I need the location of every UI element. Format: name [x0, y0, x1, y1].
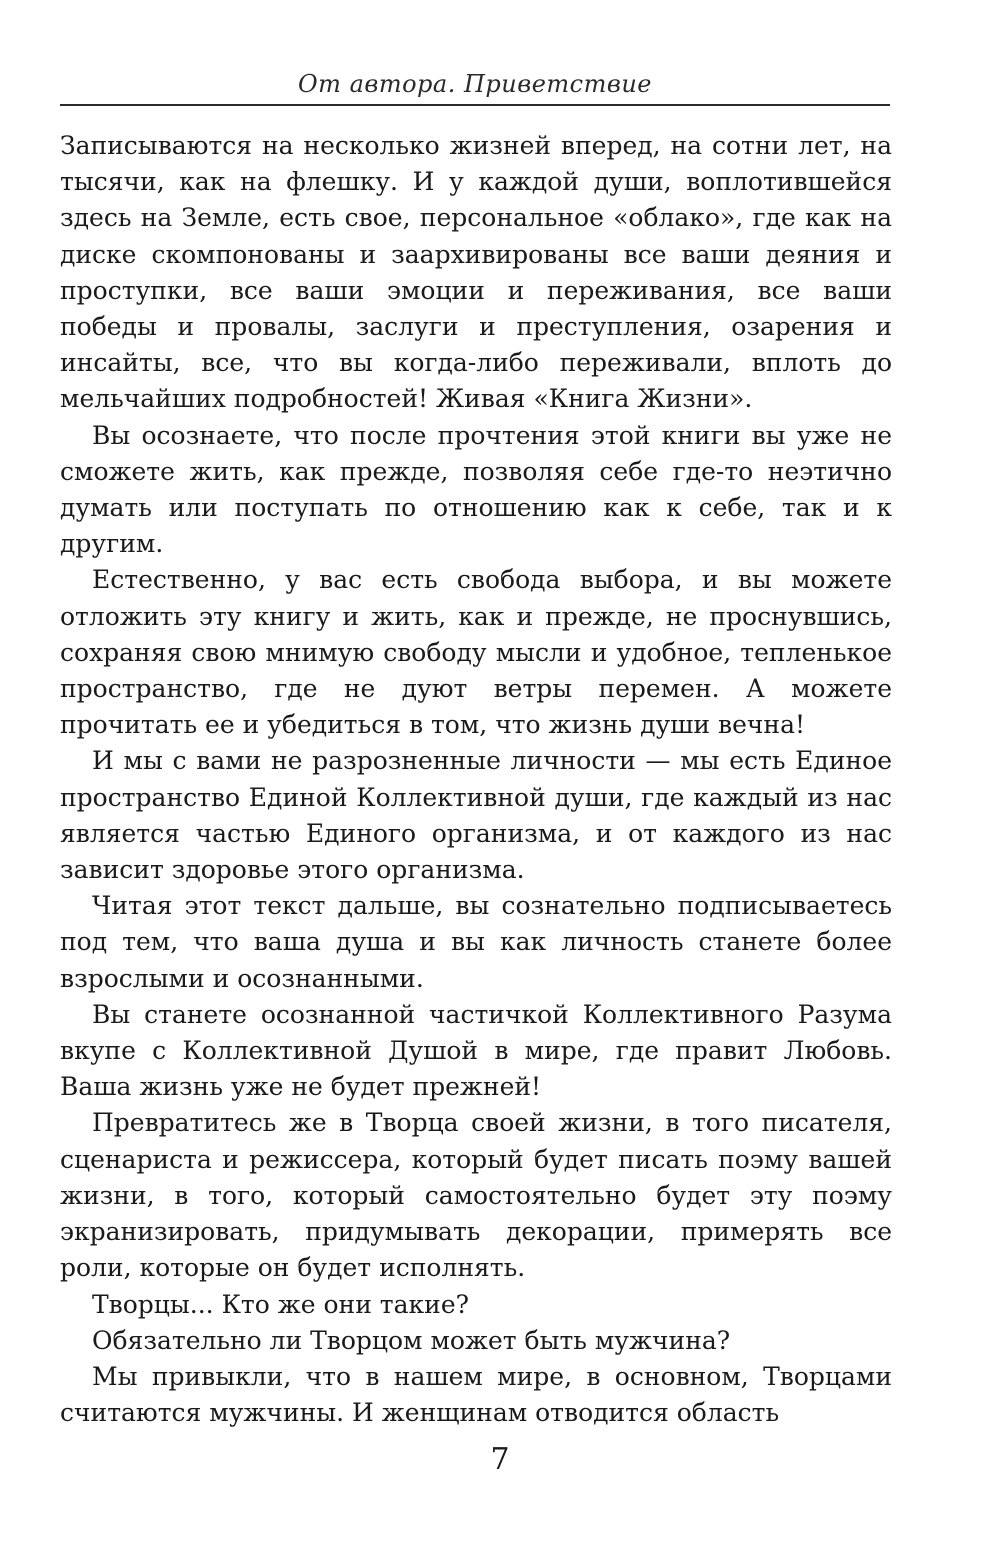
paragraph-2: Вы осознаете, что после прочтения этой книги вы уже не сможете жить, как прежде, позволяя себе где-то неэтично думать или поступать по отношению как к себе, так и к другим.	[60, 420, 892, 559]
paragraph-6: Вы станете осознанной частичкой Коллективного Разума вкупе с Коллективной Душой в мире, где правит Любовь. Ваша жизнь уже не будет прежней!	[60, 999, 892, 1102]
paragraph-8: Творцы... Кто же они такие?	[92, 1289, 470, 1319]
paragraph-5: Читая этот текст дальше, вы сознательно подписываетесь под тем, что ваша душа и вы как личность станете более взрослыми и осознанными.	[60, 891, 892, 993]
paragraph-9: Обязательно ли Творцом может быть мужчина?	[92, 1325, 731, 1355]
page-body	[60, 128, 892, 1431]
paragraph-3: Естественно, у вас есть свобода выбора, и вы можете отложить эту книгу и жить, как и прежде, не проснувшись, сохраняя свою мнимую свободу мысли и удобное, тепленькое пространство, где не дуют ветры перемен. А можете прочитать ее и убедиться в том, что жизнь души вечна!	[60, 565, 892, 740]
paragraph-7: Превратитесь же в Творца своей жизни, в того писателя, сценариста и режиссера, который будет писать поэму вашей жизни, в того, который самостоятельно будет эту поэму экранизировать, придумывать декорации, примерять все роли, которые он будет исполнять.	[60, 1108, 892, 1283]
paragraph-1: Записываются на несколько жизней вперед, на сотни лет, на тысячи, как на флешку. И у каждой души, воплотившейся здесь на Земле, есть свое, персональное «облако», где как на диске скомпонованы и заархивированы все ваши деяния и проступки, все ваши эмоции и переживания, все ваши победы и провалы, заслуги и преступления, озарения и инсайты, все, что вы когда-либо переживали, вплоть до мельчайших подробностей! Живая «Книга Жизни».	[60, 131, 892, 414]
running-head-title: От автора. Приветствие	[298, 70, 652, 98]
header-rule	[60, 104, 890, 106]
paragraph-10: Мы привыкли, что в нашем мире, в основном, Творцами считаются мужчины. И женщинам отводится область	[60, 1361, 892, 1428]
paragraph-4: И мы с вами не разрозненные личности — мы есть Единое пространство Единой Коллективной души, где каждый из нас является частью Единого организма, и от каждого из нас зависит здоровье этого организма.	[60, 746, 892, 885]
page-number: 7	[490, 1442, 510, 1477]
